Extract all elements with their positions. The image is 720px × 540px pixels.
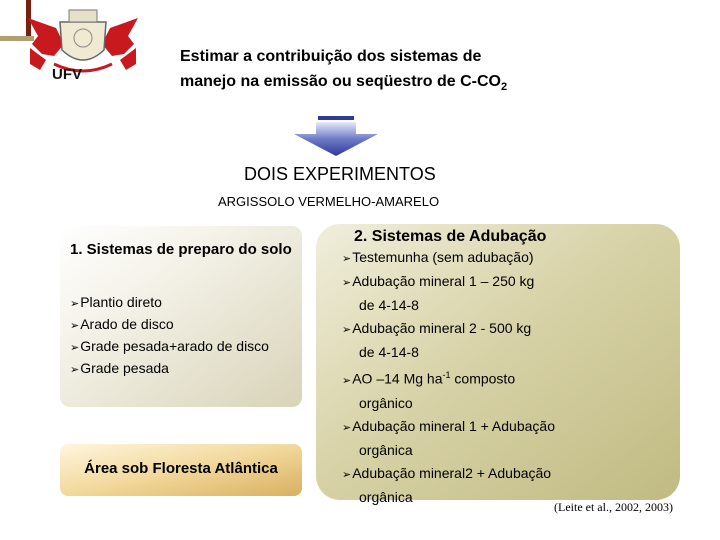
slide-title bbox=[180, 44, 507, 100]
arrow-bullet-icon: ➢ bbox=[342, 467, 352, 481]
list-item: ➢Adubação mineral 1 + Adubação bbox=[342, 417, 555, 434]
arrow-bullet-icon: ➢ bbox=[70, 363, 80, 376]
list-item: ➢Adubação mineral 2 - 500 kg bbox=[342, 320, 532, 336]
forest-area-label: Área sob Floresta Atlântica bbox=[84, 460, 278, 477]
title-line-2: manejo na emissão ou seqüestro de $C-CO_2$ bbox=[180, 73, 508, 94]
tillage-systems-title: 1. Sistemas de preparo do solo bbox=[70, 241, 292, 258]
list-item: ➢Plantio direto bbox=[70, 294, 162, 310]
ufv-logo bbox=[18, 4, 148, 90]
list-item: ➢Adubação mineral2 + Adubação bbox=[342, 464, 552, 481]
list-item: ➢Grade pesada bbox=[70, 360, 169, 376]
down-arrow-icon bbox=[288, 116, 384, 156]
logo-text: UFV bbox=[52, 66, 82, 83]
list-item: ➢Adubação mineral 1 – 250 kg bbox=[342, 273, 535, 289]
arrow-bullet-icon: ➢ bbox=[342, 420, 352, 434]
arrow-bullet-icon: ➢ bbox=[342, 252, 352, 265]
forest-area-box bbox=[60, 444, 302, 496]
fertilization-systems-title: 2. Sistemas de Adubação bbox=[354, 228, 547, 245]
list-item-continuation: orgânico bbox=[359, 394, 413, 411]
tillage-systems-box bbox=[60, 226, 302, 407]
arrow-bullet-icon: ➢ bbox=[342, 373, 352, 387]
fertilization-systems-box bbox=[316, 224, 680, 505]
list-item: ➢AO –14 Mg $ha^{-1}$ composto bbox=[342, 370, 516, 387]
arrow-bullet-icon: ➢ bbox=[342, 323, 352, 336]
citation: (Leite et al., 2002, 2003) bbox=[554, 500, 673, 514]
list-item-continuation: de 4-14-8 bbox=[359, 297, 419, 313]
list-item-continuation: orgânica bbox=[359, 488, 413, 505]
soil-type-subheading: ARGISSOLO VERMELHO-AMARELO bbox=[218, 194, 440, 209]
arrow-bullet-icon: ➢ bbox=[70, 297, 80, 310]
list-item: ➢Grade pesada+arado de disco bbox=[70, 338, 269, 354]
tillage-systems-list bbox=[70, 292, 300, 380]
list-item: ➢Arado de disco bbox=[70, 316, 174, 332]
arrow-bullet-icon: ➢ bbox=[70, 341, 80, 354]
experiments-heading: DOIS EXPERIMENTOS bbox=[244, 164, 436, 184]
arrow-bullet-icon: ➢ bbox=[342, 276, 352, 289]
list-item-continuation: orgânica bbox=[359, 441, 413, 458]
arrow-bullet-icon: ➢ bbox=[70, 319, 80, 332]
list-item-continuation: de 4-14-8 bbox=[359, 344, 419, 360]
fertilization-systems-list bbox=[342, 246, 672, 509]
list-item: ➢Testemunha (sem adubação) bbox=[342, 249, 534, 265]
title-line-1: Estimar a contribuição dos sistemas de bbox=[180, 48, 482, 65]
